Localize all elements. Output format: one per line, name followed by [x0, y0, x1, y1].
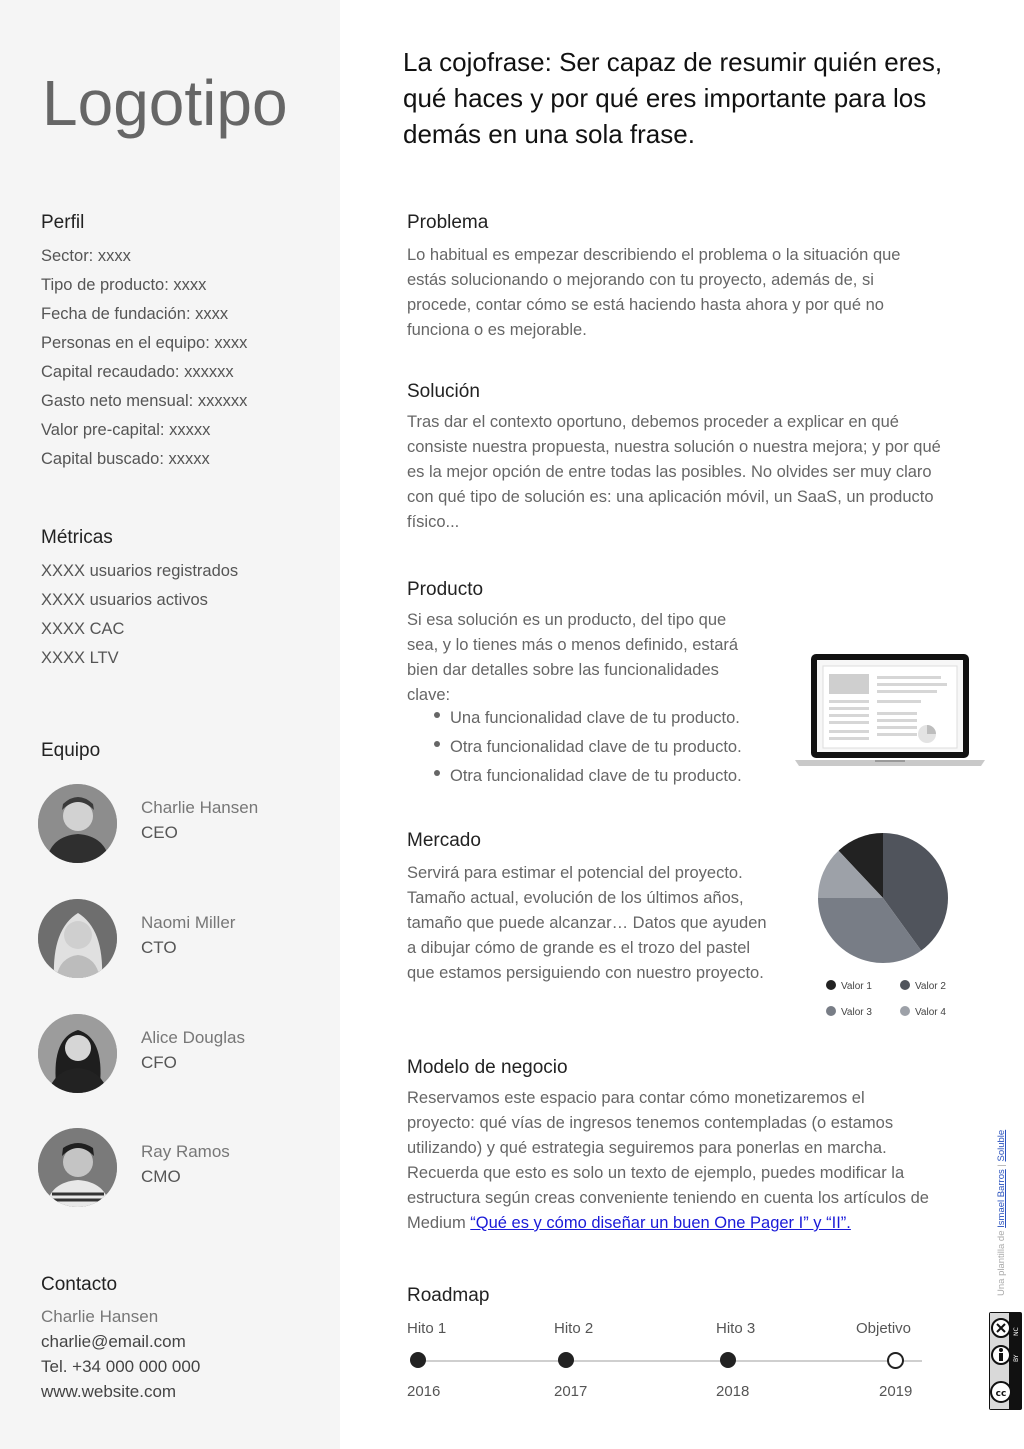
- feature-item: Otra funcionalidad clave de tu producto.: [432, 762, 742, 791]
- milestone-year: 2018: [716, 1383, 750, 1400]
- metric-item: XXXX LTV: [41, 649, 119, 667]
- legend-swatch: [900, 980, 910, 990]
- problem-heading: Problema: [407, 212, 489, 233]
- member-role: CMO: [141, 1167, 181, 1186]
- pie-chart: [815, 830, 951, 966]
- metric-item: XXXX CAC: [41, 620, 125, 638]
- credit-brand-link[interactable]: Soluble: [996, 1129, 1007, 1162]
- team-member: [38, 899, 328, 979]
- market-text: Servirá para estimar el potencial del proyecto. Tamaño actual, evolución de los últimos años, tamaño que puede alcanzar… Datos que ayuden a dibujar cómo de grande es el trozo del pastel que estamos persiguiendo con nuestro proyecto.: [407, 864, 767, 982]
- legend-label: Valor 4: [915, 1007, 946, 1018]
- profile-item: Capital buscado: xxxxx: [41, 450, 210, 468]
- avatar: [38, 784, 117, 863]
- solution-text: Tras dar el contexto oportuno, debemos proceder a explicar en qué consiste nuestra propuesta, nuestra solución o nuestra mejora; y por qué es la mejor opción de entre todas las posibles. No olvides ser muy claro con qué tipo de solución es: una aplicación móvil, un SaaS, un producto físico...: [407, 413, 941, 531]
- avatar: [38, 1128, 117, 1207]
- team-heading: Equipo: [41, 740, 101, 761]
- svg-text:BY: BY: [1013, 1354, 1020, 1362]
- product-text: Si esa solución es un producto, del tipo que sea, y lo tienes más o menos definido, estará bien dar detalles sobre las funcionalidades clave:: [407, 611, 739, 704]
- template-credit: [996, 1106, 1007, 1296]
- profile-list: [41, 242, 247, 474]
- roadmap-heading: Roadmap: [407, 1285, 490, 1306]
- milestone-label: Hito 2: [554, 1320, 594, 1337]
- milestone-dot: [410, 1352, 426, 1368]
- business-text: [407, 1086, 937, 1236]
- legend-label: Valor 3: [841, 1007, 872, 1018]
- contact-website[interactable]: www.website.com: [41, 1382, 177, 1401]
- contact-block: [41, 1304, 200, 1404]
- profile-item: Gasto neto mensual: xxxxxx: [41, 392, 248, 410]
- svg-text:cc: cc: [995, 1389, 1007, 1399]
- milestone-year: 2016: [407, 1383, 441, 1400]
- contact-phone: Tel. +34 000 000 000: [41, 1357, 201, 1376]
- legend-item: [900, 981, 946, 992]
- member-name: Naomi Miller: [141, 913, 236, 932]
- profile-item: Capital recaudado: xxxxxx: [41, 363, 234, 381]
- credit-author-link[interactable]: Ismael Barros: [996, 1169, 1007, 1228]
- member-name: Charlie Hansen: [141, 798, 259, 817]
- profile-item: Personas en el equipo: xxxx: [41, 334, 248, 352]
- legend-label: Valor 1: [841, 981, 872, 992]
- legend-swatch: [900, 1006, 910, 1016]
- profile-item: Fecha de fundación: xxxx: [41, 305, 229, 323]
- team-member: [38, 784, 328, 864]
- problem-text: Lo habitual es empezar describiendo el problema o la situación que estás solucionando o mejorando con tu proyecto, además de, si procede, contar cómo se está haciendo hasta ahora y por qué no funciona o es mejorable.: [407, 246, 901, 339]
- solution-heading: Solución: [407, 381, 480, 402]
- legend-item: [826, 1007, 872, 1018]
- team-member: [38, 1014, 328, 1094]
- legend-swatch: [826, 980, 836, 990]
- credit-prefix: Una plantilla de: [996, 1227, 1007, 1296]
- milestone-label: Objetivo: [856, 1320, 912, 1337]
- profile-item: Sector: xxxx: [41, 247, 131, 265]
- roadmap-line: [417, 1360, 922, 1362]
- tagline: La cojofrase: Ser capaz de resumir quién eres, qué haces y por qué eres importante para los demás en una sola frase.: [403, 47, 943, 149]
- member-role: CTO: [141, 938, 177, 957]
- feature-item: Otra funcionalidad clave de tu producto.: [432, 733, 742, 762]
- business-heading: Modelo de negocio: [407, 1057, 568, 1078]
- market-heading: Mercado: [407, 830, 481, 851]
- metrics-heading: Métricas: [41, 527, 113, 548]
- product-heading: Producto: [407, 579, 484, 600]
- laptop-illustration: [795, 652, 985, 773]
- profile-item: Tipo de producto: xxxx: [41, 276, 207, 294]
- team-member: [38, 1128, 328, 1208]
- milestone-label: Hito 1: [407, 1320, 447, 1337]
- milestone-dot: [558, 1352, 574, 1368]
- contact-heading: Contacto: [41, 1274, 118, 1295]
- profile-heading: Perfil: [41, 212, 85, 233]
- cc-license-badge: [989, 1312, 1022, 1410]
- product-features: [432, 704, 742, 791]
- milestone-dot-target: [887, 1352, 904, 1369]
- credit-separator: |: [996, 1161, 1007, 1170]
- metrics-list: [41, 557, 238, 673]
- milestone-year: 2017: [554, 1383, 588, 1400]
- profile-item: Valor pre-capital: xxxxx: [41, 421, 211, 439]
- logo: Logotipo: [42, 67, 288, 139]
- legend-label: Valor 2: [915, 981, 946, 992]
- metric-item: XXXX usuarios registrados: [41, 562, 239, 580]
- business-body: Reservamos este espacio para contar cómo monetizaremos el proyecto: qué vías de ingresos tenemos contempladas (o estamos utilizando) y qué estrategia seguiremos para ponerlas en marcha. Recuerda que esto es solo un texto de ejemplo, puedes modificar la estructura según creas conveniente teniendo en cuenta los artículos de Medium: [407, 1089, 929, 1232]
- avatar: [38, 1014, 117, 1093]
- avatar: [38, 899, 117, 978]
- legend-item: [826, 981, 872, 992]
- metric-item: XXXX usuarios activos: [41, 591, 208, 609]
- contact-email[interactable]: charlie@email.com: [41, 1332, 186, 1351]
- member-role: CFO: [141, 1053, 177, 1072]
- member-name: Ray Ramos: [141, 1142, 230, 1161]
- contact-name: Charlie Hansen: [41, 1307, 159, 1326]
- legend-item: [900, 1007, 946, 1018]
- member-role: CEO: [141, 823, 178, 842]
- milestone-label: Hito 3: [716, 1320, 756, 1337]
- medium-articles-link[interactable]: “Qué es y cómo diseñar un buen One Pager I” y “II”.: [470, 1214, 851, 1232]
- legend-swatch: [826, 1006, 836, 1016]
- member-name: Alice Douglas: [141, 1028, 245, 1047]
- svg-text:NC: NC: [1013, 1327, 1020, 1336]
- milestone-dot: [720, 1352, 736, 1368]
- milestone-year: 2019: [879, 1383, 913, 1400]
- feature-item: Una funcionalidad clave de tu producto.: [432, 704, 742, 733]
- roadmap-timeline: [407, 1320, 927, 1410]
